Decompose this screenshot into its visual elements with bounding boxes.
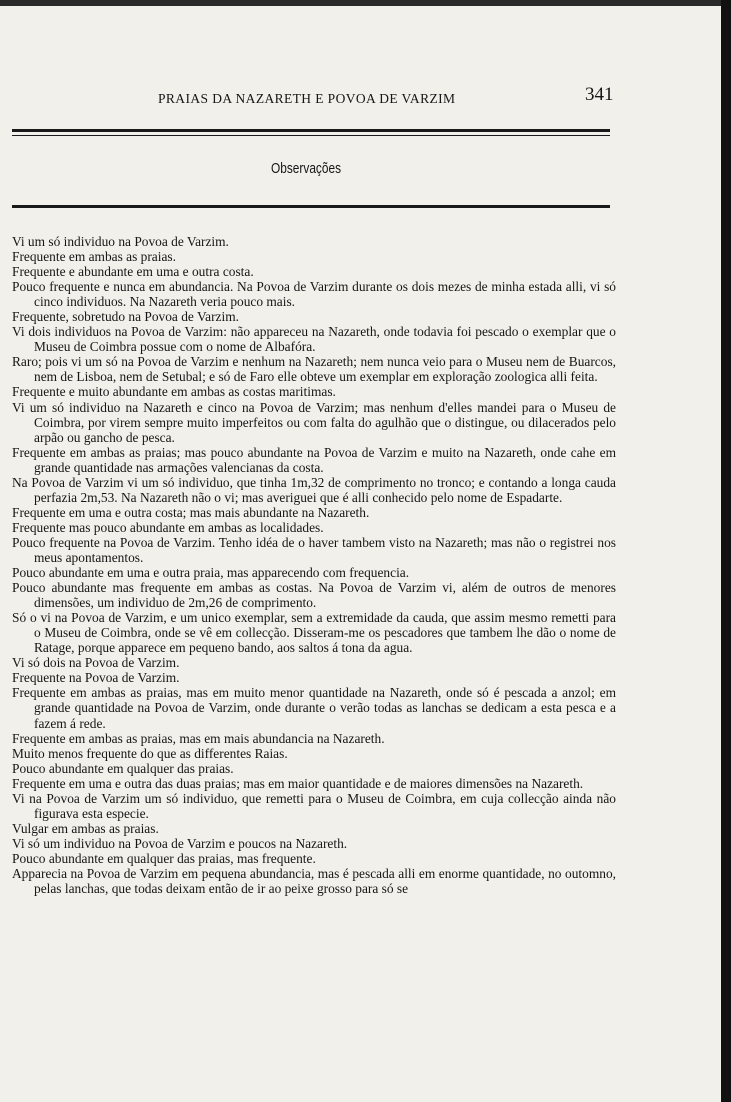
header-rule-thin bbox=[12, 135, 610, 136]
observation-entry: Apparecia na Povoa de Varzim em pequena abundancia, mas é pescada alli em enorme quantidade, no outomno, pelas lanchas, que todas deixam então de ir ao peixe grosso para só se bbox=[12, 865, 616, 897]
scan-right-edge bbox=[721, 0, 731, 1102]
observation-entry: Frequente em ambas as praias. bbox=[12, 249, 176, 265]
observation-entry: Vi só um individuo na Povoa de Varzim e poucos na Nazareth. bbox=[12, 835, 348, 851]
observation-entry: Vi dois individuos na Povoa de Varzim: não appareceu na Nazareth, onde todavia foi pescado o exemplar que o Museu de Coimbra possue com o nome de Albafóra. bbox=[12, 324, 616, 355]
observation-entry: Pouco abundante em uma e outra praia, mas apparecendo com frequencia. bbox=[12, 565, 410, 581]
observation-entry: Frequente em ambas as praias, mas em muito menor quantidade na Nazareth, onde só é pescada a anzol; em grande quantidade na Povoa de Varzim, onde durante o verão todas as lanchas se dedicam a esta pesca e a fazem á rede. bbox=[12, 685, 616, 731]
observation-entry: Vi só dois na Povoa de Varzim. bbox=[12, 655, 180, 671]
page-number: 341 bbox=[585, 84, 614, 105]
observation-entry: Frequente mas pouco abundante em ambas as localidades. bbox=[12, 519, 324, 535]
observation-entry: Frequente e abundante em uma e outra costa. bbox=[12, 264, 254, 280]
observation-entry: Pouco frequente na Povoa de Varzim. Tenho idéa de o haver tambem visto na Nazareth; mas não o registrei nos meus apontamentos. bbox=[12, 534, 616, 565]
observation-entry: Só o vi na Povoa de Varzim, e um unico exemplar, sem a extremidade da cauda, que assim mesmo remetti para o Museu de Coimbra, onde se vê em collecção. Disseram-me os pescadores que tambem lhe dão o nome de Ratage, porque apparece em pequeno bando, aos saltos á tona da agua. bbox=[12, 610, 616, 656]
observation-entry: Frequente na Povoa de Varzim. bbox=[12, 670, 180, 686]
observation-entry: Pouco abundante mas frequente em ambas as costas. Na Povoa de Varzim vi, além de outros de menores dimensões, um individuo de 2m,26 de comprimento. bbox=[12, 580, 616, 611]
running-title: PRAIAS DA NAZARETH E POVOA DE VARZIM bbox=[158, 91, 456, 106]
observation-entry: Vi na Povoa de Varzim um só individuo, que remetti para o Museu de Coimbra, em cuja collecção ainda não figurava esta especie. bbox=[12, 790, 616, 821]
observation-entry: Pouco frequente e nunca em abundancia. Na Povoa de Varzim durante os dois mezes de minha estada alli, vi só cinco individuos. Na Nazareth veria pouco mais. bbox=[12, 279, 616, 310]
observation-entry: Vi um só individuo na Nazareth e cinco na Povoa de Varzim; mas nenhum d'elles mandei para o Museu de Coimbra, por virem sempre muito imperfeitos ou com falta do agulhão que o distingue, ou dilacerados pelo arpão ou gancho de pesca. bbox=[12, 399, 616, 445]
observation-entry: Frequente em uma e outra das duas praias; mas em maior quantidade e de maiores dimensões na Nazareth. bbox=[12, 775, 584, 791]
observation-entry: Frequente em uma e outra costa; mas mais abundante na Nazareth. bbox=[12, 504, 370, 520]
observation-entry: Pouco abundante em qualquer das praias, mas frequente. bbox=[12, 850, 316, 866]
observation-entry: Vulgar em ambas as praias. bbox=[12, 820, 159, 836]
observation-entry: Raro; pois vi um só na Povoa de Varzim e nenhum na Nazareth; nem nunca veio para o Museu nem de Buarcos, nem de Lisboa, nem de Setubal; e só de Faro elle obteve um exemplar em exploração zoologica alli feita. bbox=[12, 354, 616, 385]
scan-top-edge bbox=[0, 0, 731, 6]
observation-entry: Vi um só individuo na Povoa de Varzim. bbox=[12, 234, 229, 249]
header-rule-thick bbox=[12, 129, 610, 132]
section-title: Observações bbox=[271, 161, 342, 177]
observation-entry: Pouco abundante em qualquer das praias. bbox=[12, 760, 234, 776]
observation-entry: Frequente em ambas as praias; mas pouco abundante na Povoa de Varzim e muito na Nazareth, onde cahe em grande quantidade nas armações valencianas da costa. bbox=[12, 444, 616, 475]
observation-entry: Frequente, sobretudo na Povoa de Varzim. bbox=[12, 309, 239, 325]
observation-entry: Na Povoa de Varzim vi um só individuo, que tinha 1m,32 de comprimento no tronco; e contando a longa cauda perfazia 2m,53. Na Nazareth não o vi; mas averiguei que é alli conhecido pelo nome de Espadarte. bbox=[12, 474, 616, 505]
observations-list bbox=[12, 234, 616, 896]
observation-entry: Muito menos frequente do que as differentes Raias. bbox=[12, 745, 288, 761]
observation-entry: Frequente e muito abundante em ambas as costas maritimas. bbox=[12, 384, 336, 400]
section-rule bbox=[12, 205, 610, 208]
observation-entry: Frequente em ambas as praias, mas em mais abundancia na Nazareth. bbox=[12, 730, 385, 746]
